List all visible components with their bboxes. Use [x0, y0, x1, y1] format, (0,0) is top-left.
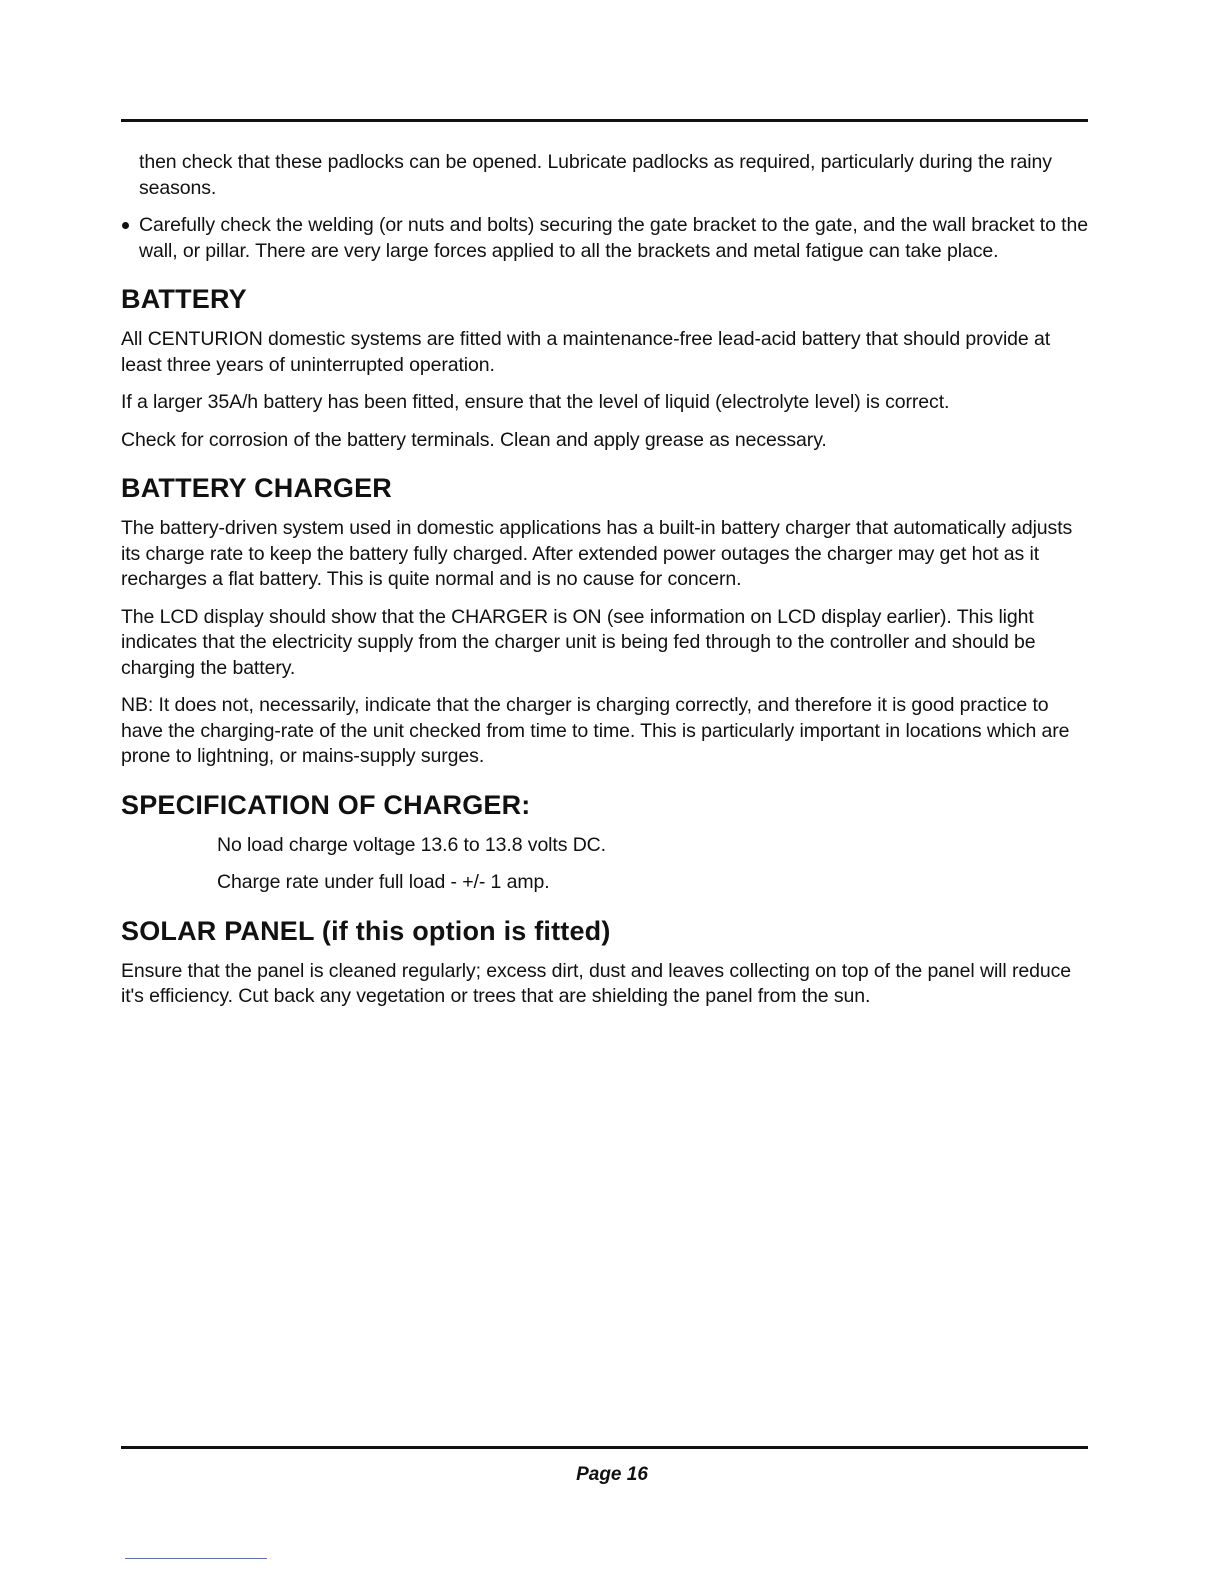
battery-section — [121, 282, 1088, 453]
bullet-dot-icon — [122, 222, 129, 229]
page-body — [121, 150, 1088, 1010]
spec-line: Charge rate under full load - +/- 1 amp. — [217, 871, 550, 893]
bullet-text: Carefully check the welding (or nuts and bolts) securing the gate bracket to the gate, and the wall bracket to the wall, or pillar. There are very large forces applied to all the brackets and metal fatigue can take place. — [139, 214, 1088, 262]
battery-charger-heading: BATTERY CHARGER — [121, 473, 393, 503]
battery-charger-section — [121, 471, 1088, 770]
solar-panel-section — [121, 914, 1088, 1010]
specification-section — [121, 788, 1088, 896]
specification-heading: SPECIFICATION OF CHARGER: — [121, 789, 531, 820]
spec-line: No load charge voltage 13.6 to 13.8 volts DC. — [217, 833, 606, 856]
header-rule — [121, 119, 1088, 122]
battery-charger-paragraph: NB: It does not, necessarily, indicate that the charger is charging correctly, and therefore it is good practice to have the charging-rate of the unit checked from time to time. This is particularly important in locations which are prone to lightning, or mains-supply surges. — [121, 694, 1070, 767]
battery-charger-paragraph: The battery-driven system used in domestic applications has a built-in battery charger that automatically adjusts its charge rate to keep the battery fully charged. After extended power outages the charger may get hot as it recharges a flat battery. This is quite normal and is no cause for concern. — [121, 517, 1073, 590]
continuation-paragraph: then check that these padlocks can be opened. Lubricate padlocks as required, particularly during the rainy seasons. — [139, 151, 1052, 199]
battery-paragraph: All CENTURION domestic systems are fitted with a maintenance-free lead-acid battery that should provide at least three years of uninterrupted operation. — [121, 328, 1051, 376]
solar-panel-paragraph: Ensure that the panel is cleaned regularly; excess dirt, dust and leaves collecting on top of the panel will reduce it's efficiency. Cut back any vegetation or trees that are shielding the panel from the sun. — [121, 959, 1071, 1007]
page-number: Page 16 — [576, 1464, 648, 1485]
footer-rule — [121, 1446, 1088, 1449]
battery-heading: BATTERY — [121, 284, 247, 314]
battery-paragraph: Check for corrosion of the battery terminals. Clean and apply grease as necessary. — [121, 428, 827, 451]
battery-paragraph: If a larger 35A/h battery has been fitted, ensure that the level of liquid (electrolyte level) is correct. — [121, 391, 950, 413]
solar-panel-heading: SOLAR PANEL (if this option is fitted) — [121, 915, 611, 946]
bullet-item — [121, 213, 1088, 264]
stray-link-underline — [125, 1558, 267, 1559]
battery-charger-paragraph: The LCD display should show that the CHARGER is ON (see information on LCD display earlier). This light indicates that the electricity supply from the charger unit is being fed through to the controller and should be charging the battery. — [121, 605, 1036, 679]
